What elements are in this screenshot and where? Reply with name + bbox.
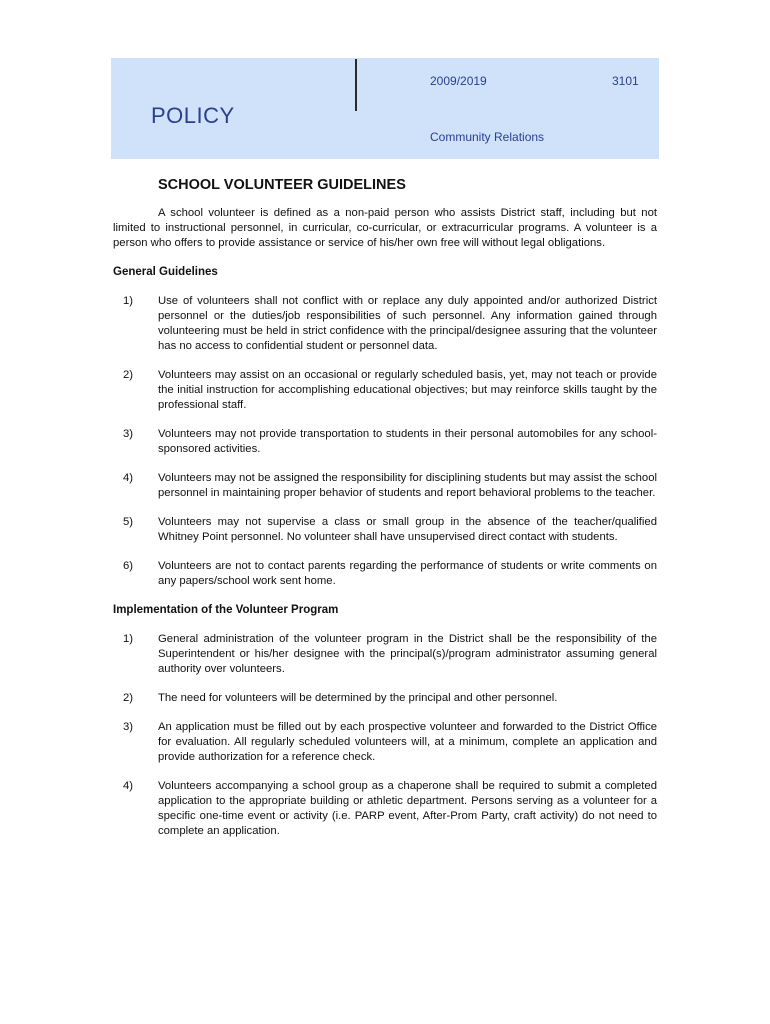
list-item xyxy=(113,691,657,706)
item-number: 4) xyxy=(123,472,134,484)
item-text: Volunteers accompanying a school group as a chaperone shall be required to submit a completed application to the appropriate building or athletic department. Persons serving as a volunteer for a specific one-time event or activity (i.e. PARP event, After-Prom Party, craft activity) do not need to complete an application. xyxy=(158,780,657,837)
item-number: 1) xyxy=(123,633,134,645)
item-number: 2) xyxy=(123,692,134,704)
policy-label: POLICY xyxy=(151,103,235,128)
policy-section: Community Relations xyxy=(430,130,545,144)
policy-date-range: 2009/2019 xyxy=(430,74,487,88)
item-text: Volunteers are not to contact parents regarding the performance of students or write comments on any papers/school work sent home. xyxy=(158,560,657,587)
list-item xyxy=(113,294,657,354)
list-item xyxy=(113,427,657,457)
intro-paragraph: A school volunteer is defined as a non-paid person who assists District staff, including but not limited to instructional personnel, in curricular, co-curricular, or extracurricular programs. A volunteer is a person who offers to provide assistance or service of his/her own free will without legal obligations. xyxy=(113,207,657,249)
policy-number: 3101 xyxy=(612,74,639,88)
item-text: The need for volunteers will be determined by the principal and other personnel. xyxy=(158,692,558,704)
item-number: 3) xyxy=(123,428,134,440)
document-body xyxy=(113,176,657,853)
item-text: An application must be filled out by each prospective volunteer and forwarded to the District Office for evaluation. All regularly scheduled volunteers will, at a minimum, complete an application and provide authorization for a reference check. xyxy=(158,721,657,763)
item-number: 2) xyxy=(123,369,134,381)
general-guidelines-list xyxy=(113,294,657,589)
item-number: 4) xyxy=(123,780,134,792)
header-divider xyxy=(355,59,357,111)
item-number: 3) xyxy=(123,721,134,733)
item-text: Volunteers may assist on an occasional or regularly scheduled basis, yet, may not teach or provide the initial instruction for accomplishing educational objectives; but may reinforce skills taught by the professional staff. xyxy=(158,369,657,411)
item-text: Volunteers may not supervise a class or small group in the absence of the teacher/qualified Whitney Point personnel. No volunteer shall have unsupervised direct contact with students. xyxy=(158,516,657,543)
list-item xyxy=(113,559,657,589)
item-text: General administration of the volunteer program in the District shall be the responsibility of the Superintendent or his/her designee with the principal(s)/program administrator assuming general authority over volunteers. xyxy=(158,633,657,675)
item-number: 6) xyxy=(123,560,134,572)
item-text: Use of volunteers shall not conflict with or replace any duly appointed and/or authorized District personnel or the duties/job responsibilities of such personnel. Any information gained through volunteering must be held in strict confidence with the principal/designee assuring that the volunteer has no access to confidential student or personnel data. xyxy=(158,295,657,352)
item-number: 1) xyxy=(123,295,134,307)
list-item xyxy=(113,368,657,413)
general-guidelines-heading: General Guidelines xyxy=(113,266,218,278)
list-item xyxy=(113,779,657,839)
list-item xyxy=(113,720,657,765)
item-number: 5) xyxy=(123,516,134,528)
list-item xyxy=(113,632,657,677)
implementation-list xyxy=(113,632,657,839)
list-item xyxy=(113,515,657,545)
implementation-heading: Implementation of the Volunteer Program xyxy=(113,604,339,616)
item-text: Volunteers may not be assigned the responsibility for disciplining students but may assist the school personnel in maintaining proper behavior of students and report behavioral problems to the teacher. xyxy=(158,472,657,499)
list-item xyxy=(113,471,657,501)
document-title: SCHOOL VOLUNTEER GUIDELINES xyxy=(158,177,406,193)
item-text: Volunteers may not provide transportation to students in their personal automobiles for any school-sponsored activities. xyxy=(158,428,657,455)
